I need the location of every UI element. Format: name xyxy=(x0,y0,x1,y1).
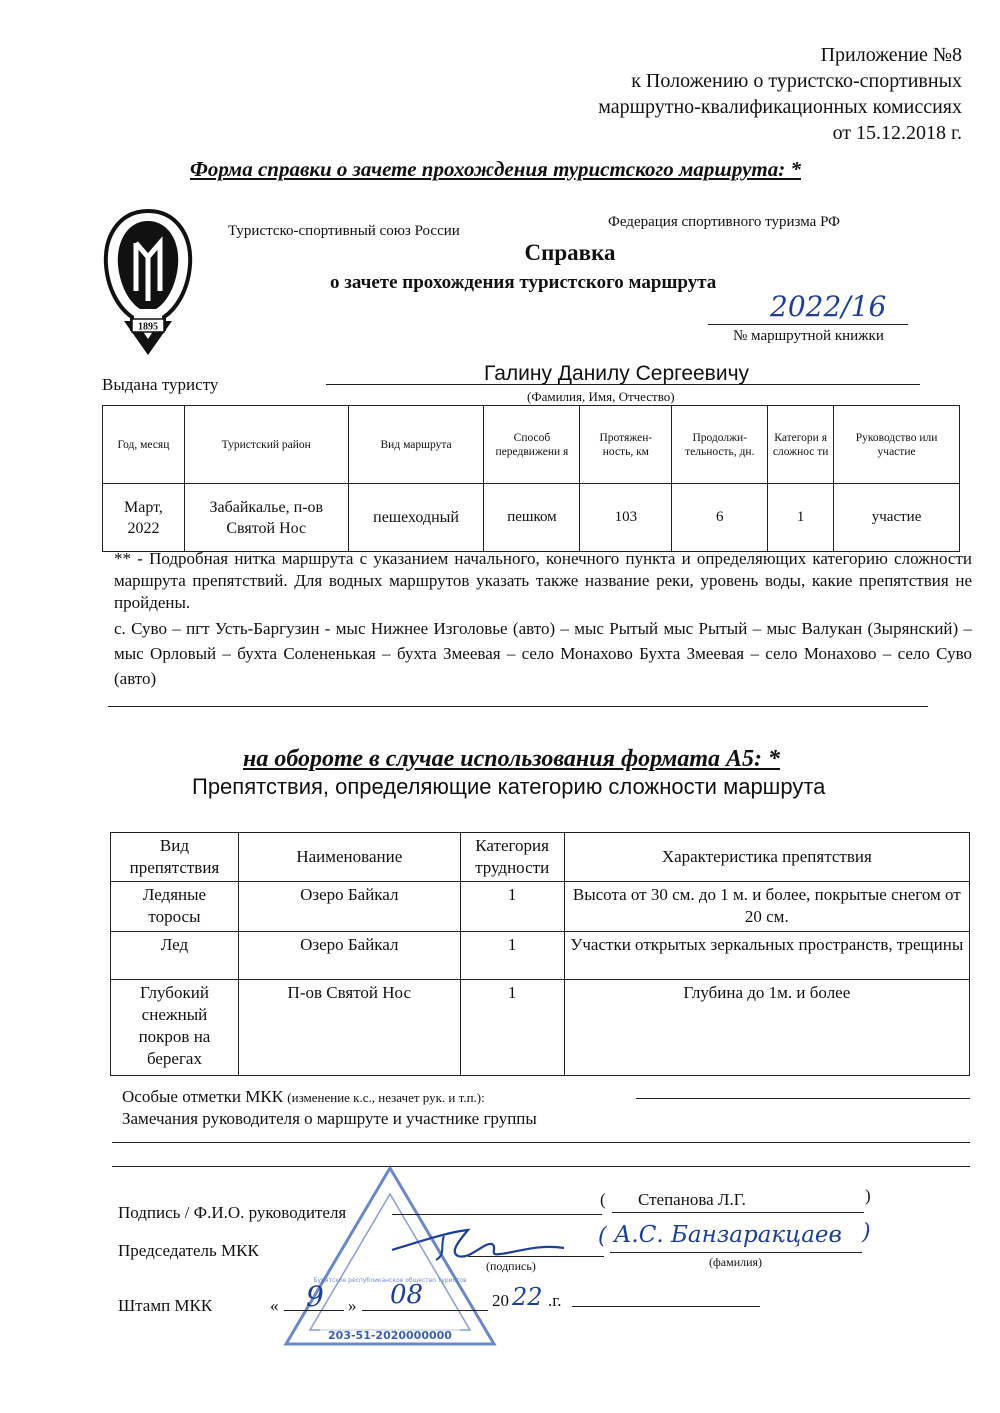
form-title: Форма справки о зачете прохождения туристского маршрута: * xyxy=(190,157,801,181)
year-suffix: 22 xyxy=(512,1283,543,1311)
annex-line-1: Приложение №8 xyxy=(820,44,962,66)
chair-sign-line xyxy=(468,1256,604,1257)
leader-sign-line xyxy=(392,1214,602,1215)
route-cell-type: пешеходный xyxy=(348,484,484,552)
date-close-quote: » xyxy=(348,1296,357,1315)
leader-paren-close: ) xyxy=(865,1186,871,1205)
chair-name-line xyxy=(610,1252,862,1253)
annex-line-3: маршрутно-квалификационных комиссиях xyxy=(598,96,962,118)
route-header-role: Руководство или участие xyxy=(834,406,960,484)
obstacle-description: Глубина до 1м. и более xyxy=(564,980,969,1076)
annex-block xyxy=(598,42,962,146)
obstacles-header xyxy=(111,833,970,882)
route-note-text: ** - Подробная нитка маршрута с указанием начального, конечного пункта и определяющих категорию сложности маршрута препятствий. Для водных маршрутов указать также название реки, уровень воды, какие препятствия не пройдены. xyxy=(114,549,972,612)
chair-label: Председатель МКК xyxy=(118,1241,259,1260)
route-header-type: Вид маршрута xyxy=(348,406,484,484)
route-header-region: Туристский район xyxy=(184,406,348,484)
sign-caption: (подпись) xyxy=(486,1259,536,1273)
obstacle-description: Высота от 30 см. до 1 м. и более, покрытые снегом от 20 см. xyxy=(564,882,969,932)
stamp-text: Бурятское республиканское общество туристов xyxy=(313,1277,467,1284)
tourist-name: Галину Данилу Сергеевичу xyxy=(484,362,750,385)
route-cell-role: участие xyxy=(834,484,960,552)
obstacles-header-category: Категория трудности xyxy=(460,833,564,882)
leader-sign-label: Подпись / Ф.И.О. руководителя xyxy=(118,1203,347,1222)
year-prefix: 20 xyxy=(492,1291,509,1310)
obstacles-row xyxy=(111,932,970,980)
route-header-date: Год, месяц xyxy=(103,406,185,484)
obstacles-header-kind: Вид препятствия xyxy=(111,833,239,882)
route-end-line xyxy=(108,706,928,707)
route-header-category: Категори я сложнос ти xyxy=(768,406,834,484)
obstacle-category: 1 xyxy=(460,980,564,1076)
remarks-line-1 xyxy=(112,1142,970,1143)
obstacles-row xyxy=(111,980,970,1076)
route-note xyxy=(114,548,972,691)
annex-line-4: от 15.12.2018 г. xyxy=(832,122,962,144)
certificate-title: Справка xyxy=(524,240,616,265)
remarks-label: Замечания руководителя о маршруте и участнике группы xyxy=(122,1109,537,1128)
reverse-subtitle: Препятствия, определяющие категорию сложности маршрута xyxy=(192,774,826,799)
route-table-header xyxy=(103,406,960,484)
obstacle-name: Озеро Байкал xyxy=(238,932,460,980)
obstacle-category: 1 xyxy=(460,932,564,980)
book-number-label: № маршрутной книжки xyxy=(733,328,884,344)
special-marks-label: Особые отметки МКК xyxy=(122,1087,284,1106)
reverse-title: на обороте в случае использования формата А5: * xyxy=(243,746,781,772)
route-cell-region: Забайкалье, п-ов Святой Нос xyxy=(184,484,348,552)
obstacle-kind: Лед xyxy=(111,932,239,980)
obstacle-kind: Глубокий снежный покров на берегах xyxy=(111,980,239,1076)
tsr-logo-icon xyxy=(98,205,198,355)
leader-paren-open: ( xyxy=(600,1190,606,1209)
book-number: 2022/16 xyxy=(770,290,887,323)
remarks-line-2 xyxy=(112,1166,970,1167)
chair-paren-open: ( xyxy=(598,1224,607,1249)
org-right: Федерация спортивного туризма РФ xyxy=(608,214,841,230)
name-caption-bottom: (фамилия) xyxy=(709,1255,763,1269)
route-header-length: Протяжен- ность, км xyxy=(580,406,672,484)
name-caption: (Фамилия, Имя, Отчество) xyxy=(527,389,675,404)
book-number-line xyxy=(708,324,908,325)
tourist-name-line xyxy=(326,384,920,385)
route-cell-date: Март, 2022 xyxy=(103,484,185,552)
year-end: .г. xyxy=(548,1291,562,1310)
route-table xyxy=(102,405,960,552)
obstacle-kind: Ледяные торосы xyxy=(111,882,239,932)
leader-name-line xyxy=(612,1212,864,1213)
route-cell-transport: пешком xyxy=(484,484,580,552)
obstacle-name: П-ов Святой Нос xyxy=(238,980,460,1076)
certificate-subtitle: о зачете прохождения туристского маршрута xyxy=(330,272,717,293)
special-marks-hint: (изменение к.с., незачет рук. и т.п.): xyxy=(287,1090,485,1105)
route-cell-duration: 6 xyxy=(672,484,768,552)
logo-year: 1895 xyxy=(138,321,158,333)
special-marks-line xyxy=(636,1098,970,1099)
date-tail-line xyxy=(572,1306,760,1307)
issued-label: Выдана туристу xyxy=(102,375,219,394)
obstacles-table xyxy=(110,832,970,1076)
annex-line-2: к Положению о туристско-спортивных xyxy=(631,70,962,92)
obstacle-description: Участки открытых зеркальных пространств, трещины xyxy=(564,932,969,980)
route-description: с. Суво – пгт Усть-Баргузин - мыс Нижнее Изголовье (авто) – мыс Рытый мыс Рытый – мыс Валукан (Зырянский) – мыс Орловый – бухта Солененькая – бухта Змеевая – село Монахово Бухта Змеевая – село Монахово – село Суво (авто) xyxy=(114,619,972,688)
stamp-number: 203-51-2020000000 xyxy=(328,1329,452,1342)
org-left: Туристско-спортивный союз России xyxy=(228,223,460,239)
obstacle-name: Озеро Байкал xyxy=(238,882,460,932)
obstacles-row xyxy=(111,882,970,932)
route-header-duration: Продолжи- тельность, дн. xyxy=(672,406,768,484)
date-day: 9 xyxy=(306,1280,324,1313)
route-cell-length: 103 xyxy=(580,484,672,552)
route-cell-category: 1 xyxy=(768,484,834,552)
obstacles-header-description: Характеристика препятствия xyxy=(564,833,969,882)
date-month-line xyxy=(362,1310,488,1311)
date-month: 08 xyxy=(390,1280,424,1310)
stamp-label: Штамп МКК xyxy=(118,1296,213,1315)
date-open-quote: « xyxy=(270,1296,279,1315)
chair-name: А.С. Банзаракцаев xyxy=(614,1222,842,1248)
chair-signature-icon xyxy=(388,1222,568,1266)
chair-paren-close: ) xyxy=(862,1220,871,1245)
obstacle-category: 1 xyxy=(460,882,564,932)
special-marks xyxy=(122,1087,485,1107)
route-table-row xyxy=(103,484,960,552)
date-day-line xyxy=(284,1310,344,1311)
obstacles-header-name: Наименование xyxy=(238,833,460,882)
leader-name: Степанова Л.Г. xyxy=(638,1190,746,1209)
route-header-transport: Способ передвижени я xyxy=(484,406,580,484)
